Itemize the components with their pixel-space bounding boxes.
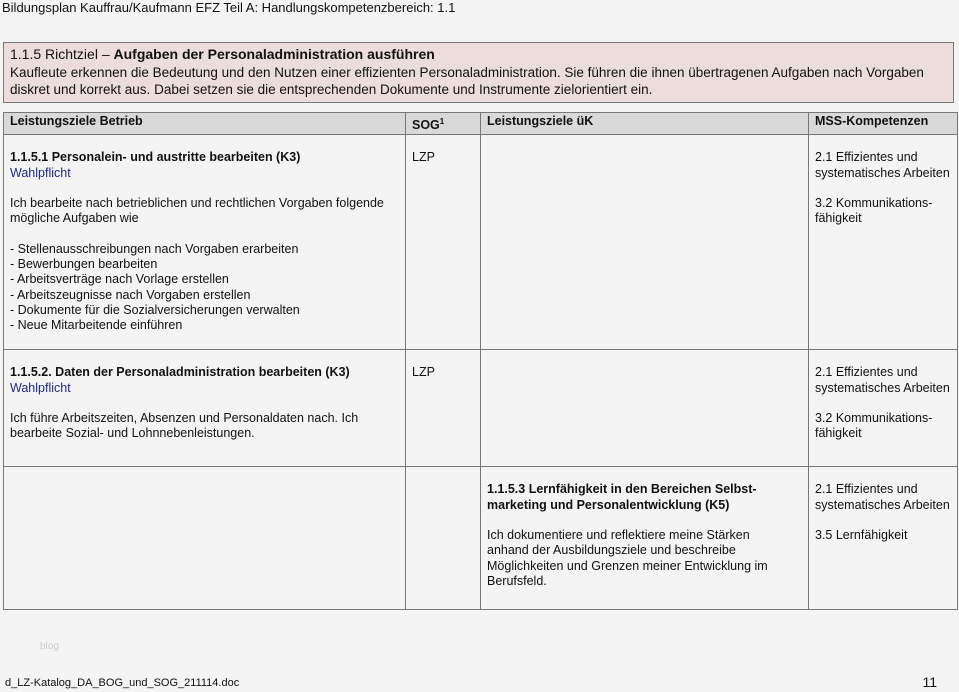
mss-item: 2.1 Effizientes und systematisches Arbeiten xyxy=(815,365,950,395)
richtziel-title: Aufgaben der Personaladministration ausführen xyxy=(113,46,435,62)
header-sog: SOG$^1$ xyxy=(406,113,481,135)
task-item: - Bewerbungen bearbeiten xyxy=(10,256,158,271)
footer-filename: d_LZ-Katalog_DA_BOG_und_SOG_211114.doc xyxy=(5,677,240,689)
task-item: - Arbeitszeugnisse nach Vorgaben erstellen xyxy=(10,287,251,302)
sog-value: LZP xyxy=(406,135,481,350)
table-row xyxy=(4,467,958,610)
table-header xyxy=(4,113,958,135)
wahlpflicht-tag: Wahlpflicht xyxy=(10,380,71,395)
wahlpflicht-tag: Wahlpflicht xyxy=(10,165,71,180)
table-row xyxy=(4,135,958,350)
mss-item: 2.1 Effizientes und systematisches Arbeiten xyxy=(815,150,950,180)
mss-item: 2.1 Effizientes und systematisches Arbeiten xyxy=(815,482,950,512)
document-title: Bildungsplan Kauffrau/Kaufmann EFZ Teil A: Handlungskompetenzbereich: 1.1 xyxy=(2,0,456,15)
mss-item: 3.2 Kommunikations-fähigkeit xyxy=(815,411,933,441)
richtziel-box xyxy=(3,42,954,103)
goal-title: 1.1.5.2. Daten der Personaladministration bearbeiten (K3) xyxy=(10,365,350,380)
uk-goal-title: 1.1.5.3 Lernfähigkeit in den Bereichen Selbst-marketing und Personalentwicklung (K5) xyxy=(487,482,757,512)
mss-item: 3.2 Kommunikations-fähigkeit xyxy=(815,196,933,226)
task-item: - Arbeitsverträge nach Vorlage erstellen xyxy=(10,272,229,287)
goal-text: Ich führe Arbeitszeiten, Absenzen und Personaldaten nach. Ich bearbeite Sozial- und Lohnnebenleistungen. xyxy=(10,411,359,441)
watermark: blog xyxy=(40,641,59,652)
task-item: - Dokumente für die Sozialversicherungen verwalten xyxy=(10,302,300,317)
richtziel-text: Kaufleute erkennen die Bedeutung und den Nutzen einer effizienten Personaladministration. Sie führen die ihnen übertragenen Aufgaben nach Vorgaben diskret und korrekt aus. Dabei setzen sie die entsprechenden Dokumente und Instrumente zielorientiert ein. xyxy=(10,65,924,97)
mss-item: 3.5 Lernfähigkeit xyxy=(815,528,908,543)
uk-goal-text: Ich dokumentiere und reflektiere meine Stärken anhand der Ausbildungsziele und beschreibe Möglichkeiten und Grenzen meiner Entwicklung im Berufsfeld. xyxy=(487,528,768,588)
sog-value: LZP xyxy=(406,350,481,467)
goal-title: 1.1.5.1 Personalein- und austritte bearbeiten (K3) xyxy=(10,150,301,165)
goal-text: Ich bearbeite nach betrieblichen und rechtlichen Vorgaben folgende mögliche Aufgaben wie xyxy=(10,196,384,226)
header-uk: Leistungsziele üK xyxy=(481,113,809,135)
richtziel-prefix: 1.1.5 Richtziel – xyxy=(10,46,114,62)
task-item: - Neue Mitarbeitende einführen xyxy=(10,318,183,333)
competence-table xyxy=(3,112,958,610)
task-item: - Stellenausschreibungen nach Vorgaben erarbeiten xyxy=(10,241,299,256)
header-mss: MSS-Kompetenzen xyxy=(809,113,958,135)
page-number: 11 xyxy=(922,674,937,690)
table-row xyxy=(4,350,958,467)
header-betrieb: Leistungsziele Betrieb xyxy=(4,113,406,135)
